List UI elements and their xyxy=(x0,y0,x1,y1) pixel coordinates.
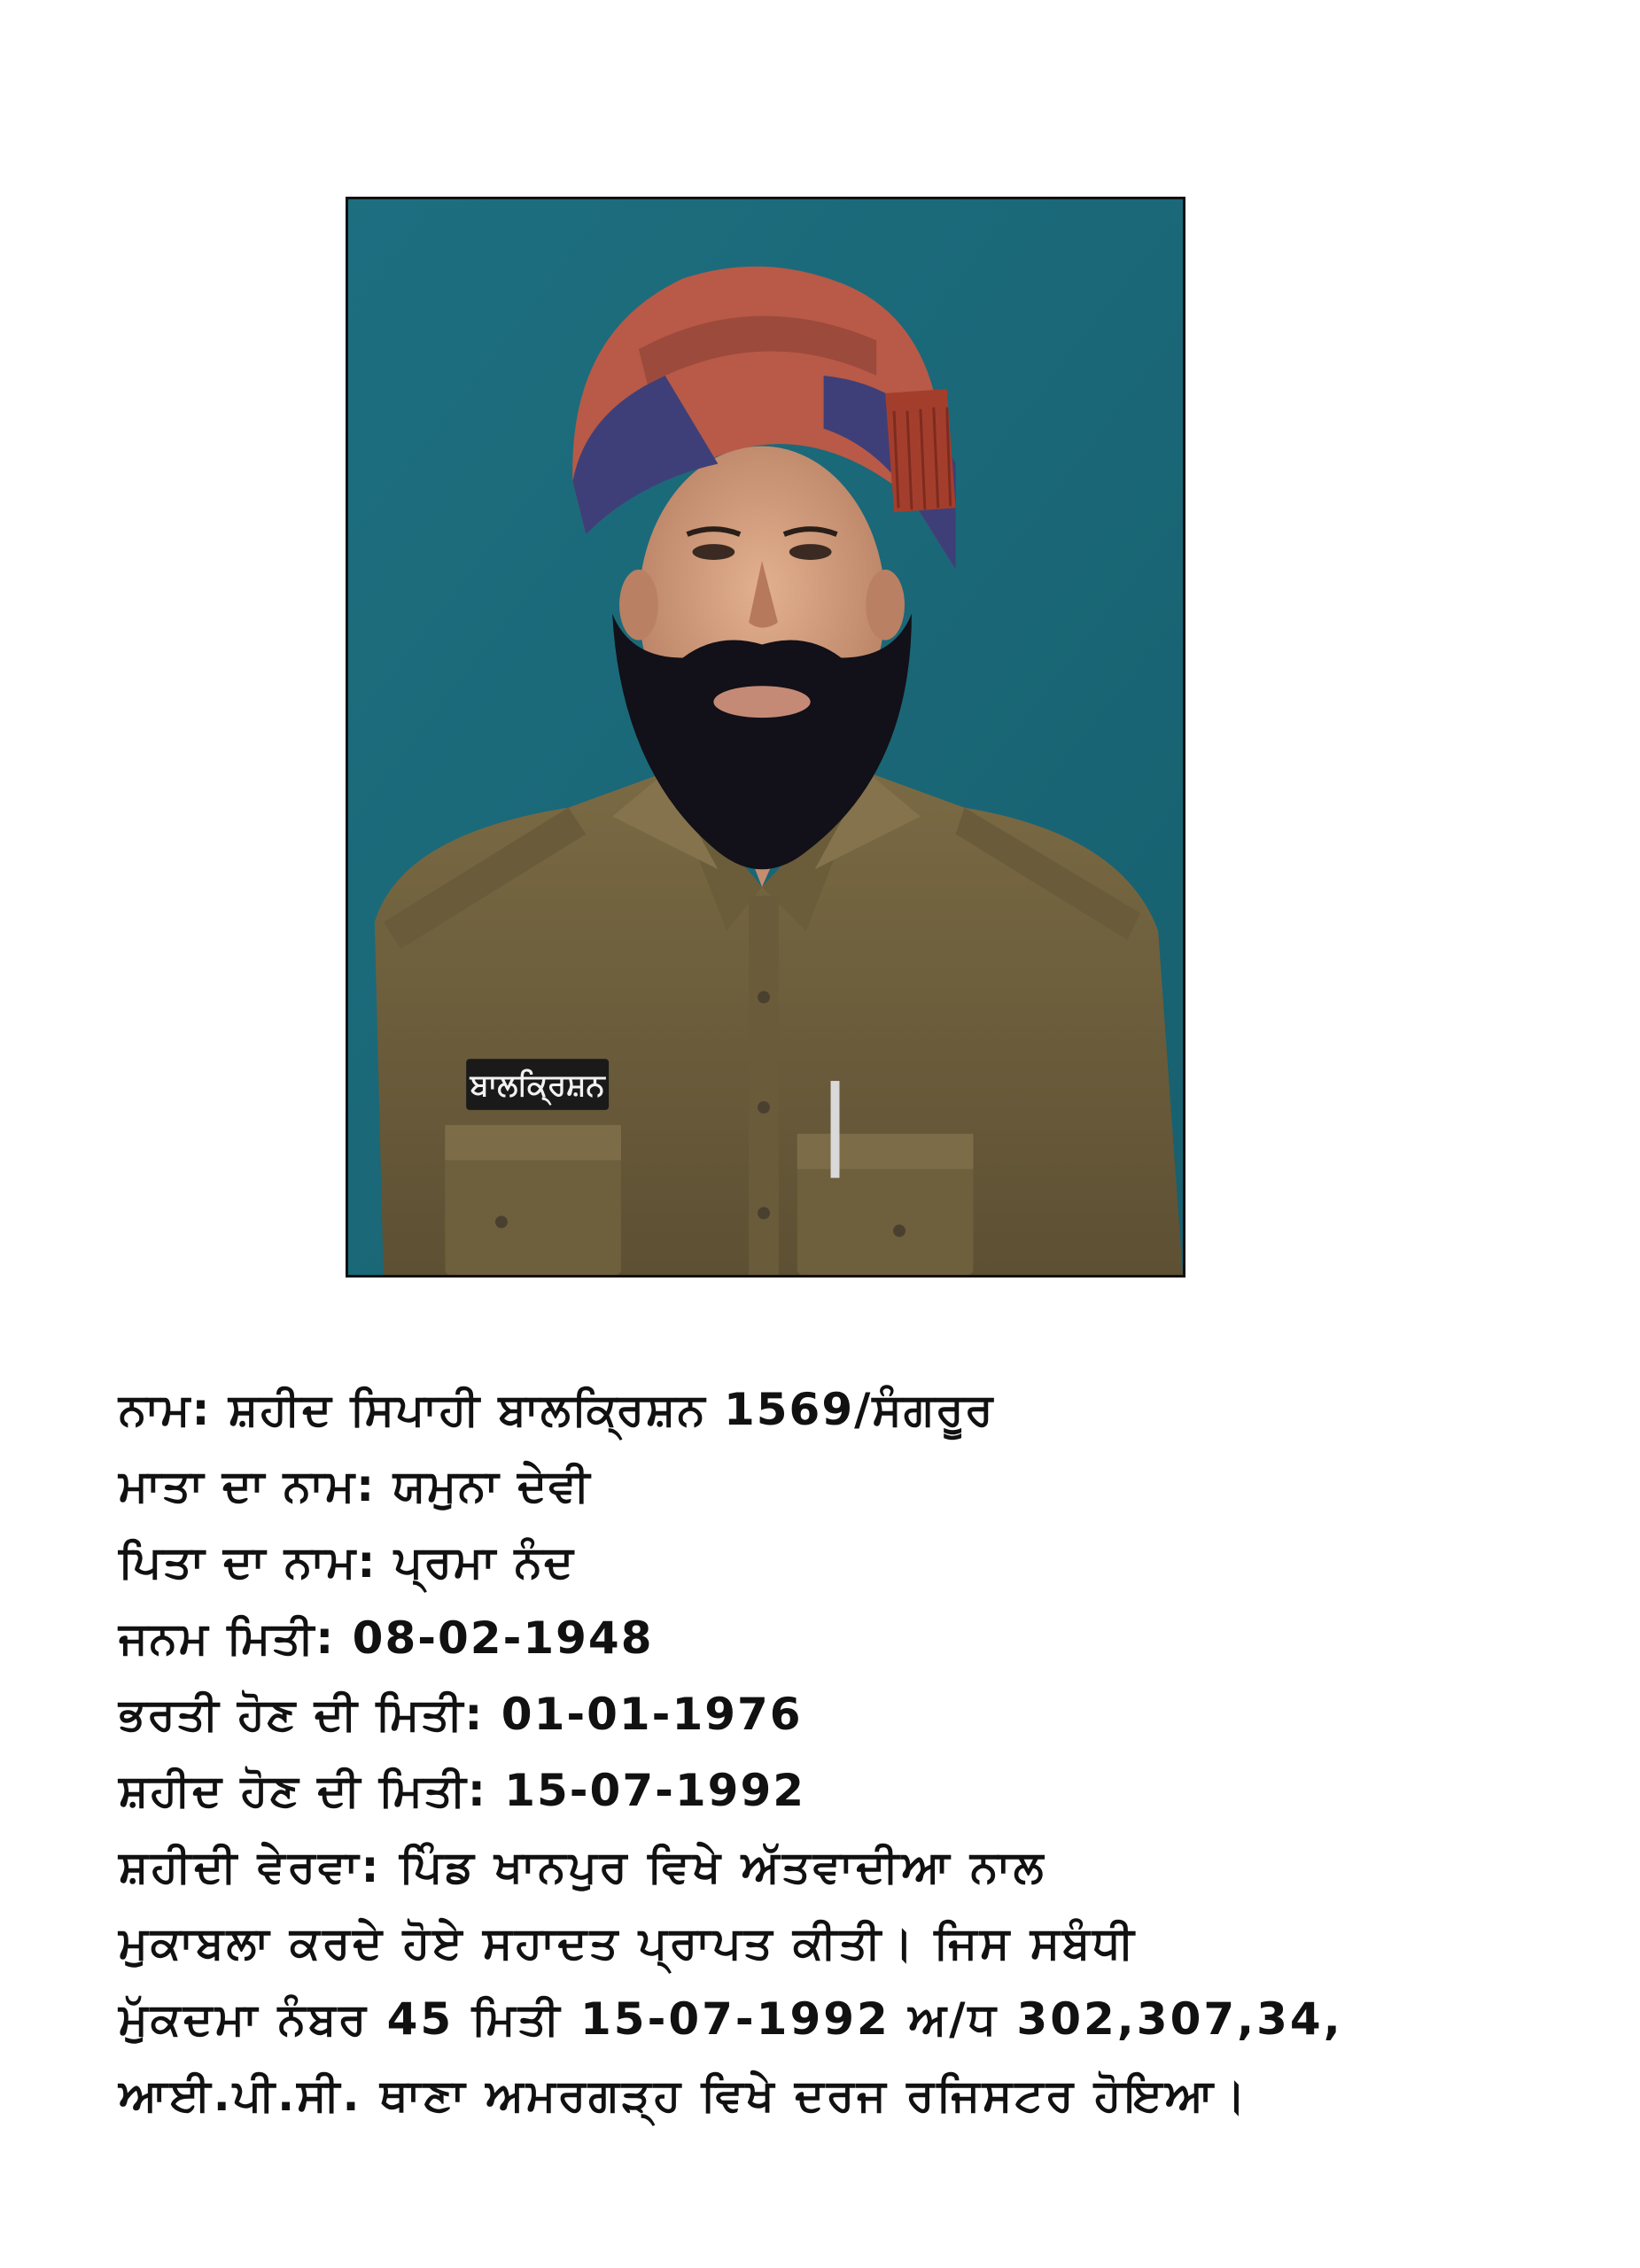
martyrdom-date-line: ਸ਼ਹੀਦ ਹੋਣ ਦੀ ਮਿਤੀ: 15-07-1992 xyxy=(119,1765,806,1816)
name-patch-text: ਬਾਲਕ੍ਰਿਸ਼ਨ xyxy=(470,1067,605,1103)
recruitment-date-line: ਭਰਤੀ ਹੋਣ ਦੀ ਮਿਤੀ: 01-01-1976 xyxy=(119,1689,803,1740)
martyrdom-details-line-2: ਮੁਕਾਬਲਾ ਕਰਦੇ ਹੋਏ ਸਹਾਦਤ ਪ੍ਰਾਪਤ ਕੀਤੀ। ਜਿਸ ਸਬੰਧੀ xyxy=(119,1917,1137,1969)
martyr-details xyxy=(119,1371,1607,2133)
martyrdom-details-line-1: ਸ਼ਹੀਦੀ ਵੇਰਵਾ: ਪਿੰਡ ਖਾਨਪੁਰ ਵਿਖੇ ਅੱਤਵਾਦੀਆ ਨਾਲ xyxy=(119,1841,1046,1892)
name-line: ਨਾਮ: ਸ਼ਹੀਦ ਸਿਪਾਹੀ ਬਾਲਕ੍ਰਿਸ਼ਨ 1569/ਸੰਗਰੂਰ xyxy=(119,1384,995,1435)
martyrdom-details-line-4: ਆਈ.ਪੀ.ਸੀ. ਥਾਣਾ ਅਮਰਗੜ੍ਹ ਵਿਖੇ ਦਰਜ ਰਜਿਸਟਰ ਹੋਇਆ। xyxy=(119,2070,1248,2121)
birth-date-line: ਜਨਮ ਮਿਤੀ: 08-02-1948 xyxy=(119,1612,654,1664)
mother-name-line: ਮਾਤਾ ਦਾ ਨਾਮ: ਯਮੁਨਾ ਦੇਵੀ xyxy=(119,1460,592,1511)
father-name-line: ਪਿਤਾ ਦਾ ਨਾਮ: ਪ੍ਰਮਾ ਨੰਦ xyxy=(119,1536,575,1588)
portrait-photo xyxy=(346,197,1185,1278)
martyrdom-details-line-3: ਮੁੱਕਦਮਾ ਨੰਬਰ 45 ਮਿਤੀ 15-07-1992 ਅ/ਧ 302,307,34, xyxy=(119,1993,1343,2045)
portrait-illustration xyxy=(348,199,1183,1275)
